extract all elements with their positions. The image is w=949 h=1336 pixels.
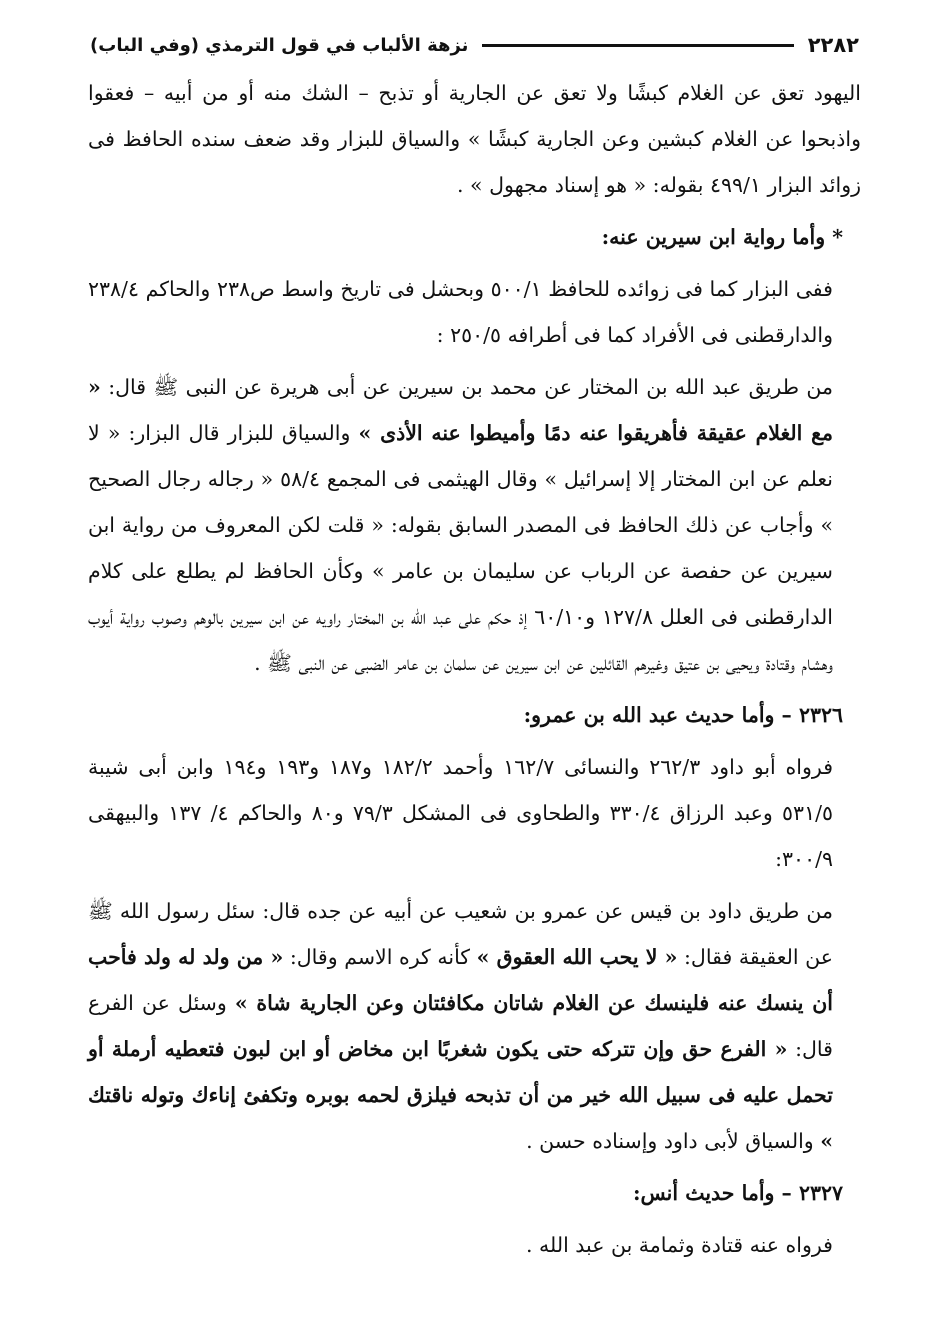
hadith-quote: « من ولد له ولد فأحب أن ينسك عنه فلينسك عن الغلام شاتان مكافئتان وعن الجارية شاة » xyxy=(88,945,834,1015)
text-span: والسياق للبزار قال البزار: « لا نعلم عن ابن المختار إلا إسرائيل » وقال الهيثمى فى المجمع ٥٨/٤ « رجاله رجال الصحيح » وأجاب عن ذلك الحافظ فى المصدر السابق بقوله: « قلت لكن المعروف من رواية ابن سيرين عن حفصة عن الرباب عن سليمان بن عامر » وكأن الحافظ لم يطلع على كلام الدارقطنى فى العلل ١٢٧/٨ و٦٠/١٠ إذ حكم على عبد الله بن المختار راويه عن ابن سيرين بالوهم وصوب رواية أيوب وهشام وقتادة ويحيى بن عتيق وغيرهم القائلين عن ابن سيرين عن سلمان بن عامر الضبى عن النبى ﷺ . xyxy=(88,421,833,675)
header-rule xyxy=(482,44,793,47)
paragraph: ففى البزار كما فى زوائده للحافظ ٥٠٠/١ وبحشل فى تاريخ واسط ص٢٣٨ والحاكم ٢٣٨/٤ والدارقطنى فى الأفراد كما فى أطرافه ٢٥٠/٥ : xyxy=(88,277,833,347)
hadith-quote: « الفرع حق وإن تتركه حتى يكون شغربًا ابن مخاض أو ابن لبون فتعطيه أرملة أو تحمل عليه فى سبيل الله خير من أن تذبحه فيلزق لحمه بوبره وتكفئ إناءك وتوله ناقتك » xyxy=(88,1037,833,1153)
text-span: من طريق عبد الله بن المختار عن محمد بن سيرين عن أبى هريرة عن النبى ﷺ قال: xyxy=(100,375,833,399)
section-heading: * وأما رواية ابن سيرين عنه: xyxy=(601,225,843,249)
paragraph: فرواه عنه قتادة وثمامة بن عبد الله . xyxy=(526,1233,833,1257)
text-span: كأنه كره الاسم وقال: xyxy=(283,945,477,969)
paragraph xyxy=(88,364,861,686)
page-number: ٢٢٨٢ xyxy=(807,33,859,57)
text-block: اليهود تعق عن الغلام كبشًا ولا تعق عن الجارية أو تذبح – الشك منه أو من أبيه – فعقوا واذبحوا عن الغلام كبشين وعن الجارية كبشًا » والسياق للبزار وقد ضعف سنده الحافظ فى زوائد البزار ٤٩٩/١ بقوله: « هو إسناد مجهول » . xyxy=(88,81,861,197)
body-text xyxy=(88,70,861,1268)
text-span: والسياق لأبى داود وإسناده حسن . xyxy=(526,1129,821,1153)
hadith-quote: « لا يحب الله العقوق » xyxy=(476,945,678,969)
section-heading: ٢٣٢٦ – وأما حديث عبد الله بن عمرو: xyxy=(523,703,843,727)
section-heading: ٢٣٢٧ – وأما حديث أنس: xyxy=(632,1181,843,1205)
paragraph: فرواه أبو داود ٢٦٢/٣ والنسائى ١٦٢/٧ وأحمد ١٨٢/٢ و١٨٧ و١٩٣ و١٩٤ وابن أبى شيبة ٥٣١/٥ وعبد الرزاق ٣٣٠/٤ والطحاوى فى المشكل ٧٩/٣ و٨٠ والحاكم ٤/ ١٣٧ والبيهقى ٣٠٠/٩: xyxy=(88,755,834,871)
running-title: نزهة الألباب في قول الترمذي (وفي الباب) xyxy=(90,34,469,56)
text-span: من طريق داود بن قيس عن عمرو بن شعيب عن أبيه عن جده قال: سئل رسول الله ﷺ عن العقيقة فقال: xyxy=(88,899,833,969)
hadith-quote: « مع الغلام عقيقة فأهريقوا عنه دمًا وأميطوا عنه الأذى » xyxy=(88,375,833,445)
paragraph xyxy=(88,888,861,1164)
text-span: وسئل عن الفرع قال: xyxy=(88,991,833,1061)
page-header xyxy=(90,30,859,60)
